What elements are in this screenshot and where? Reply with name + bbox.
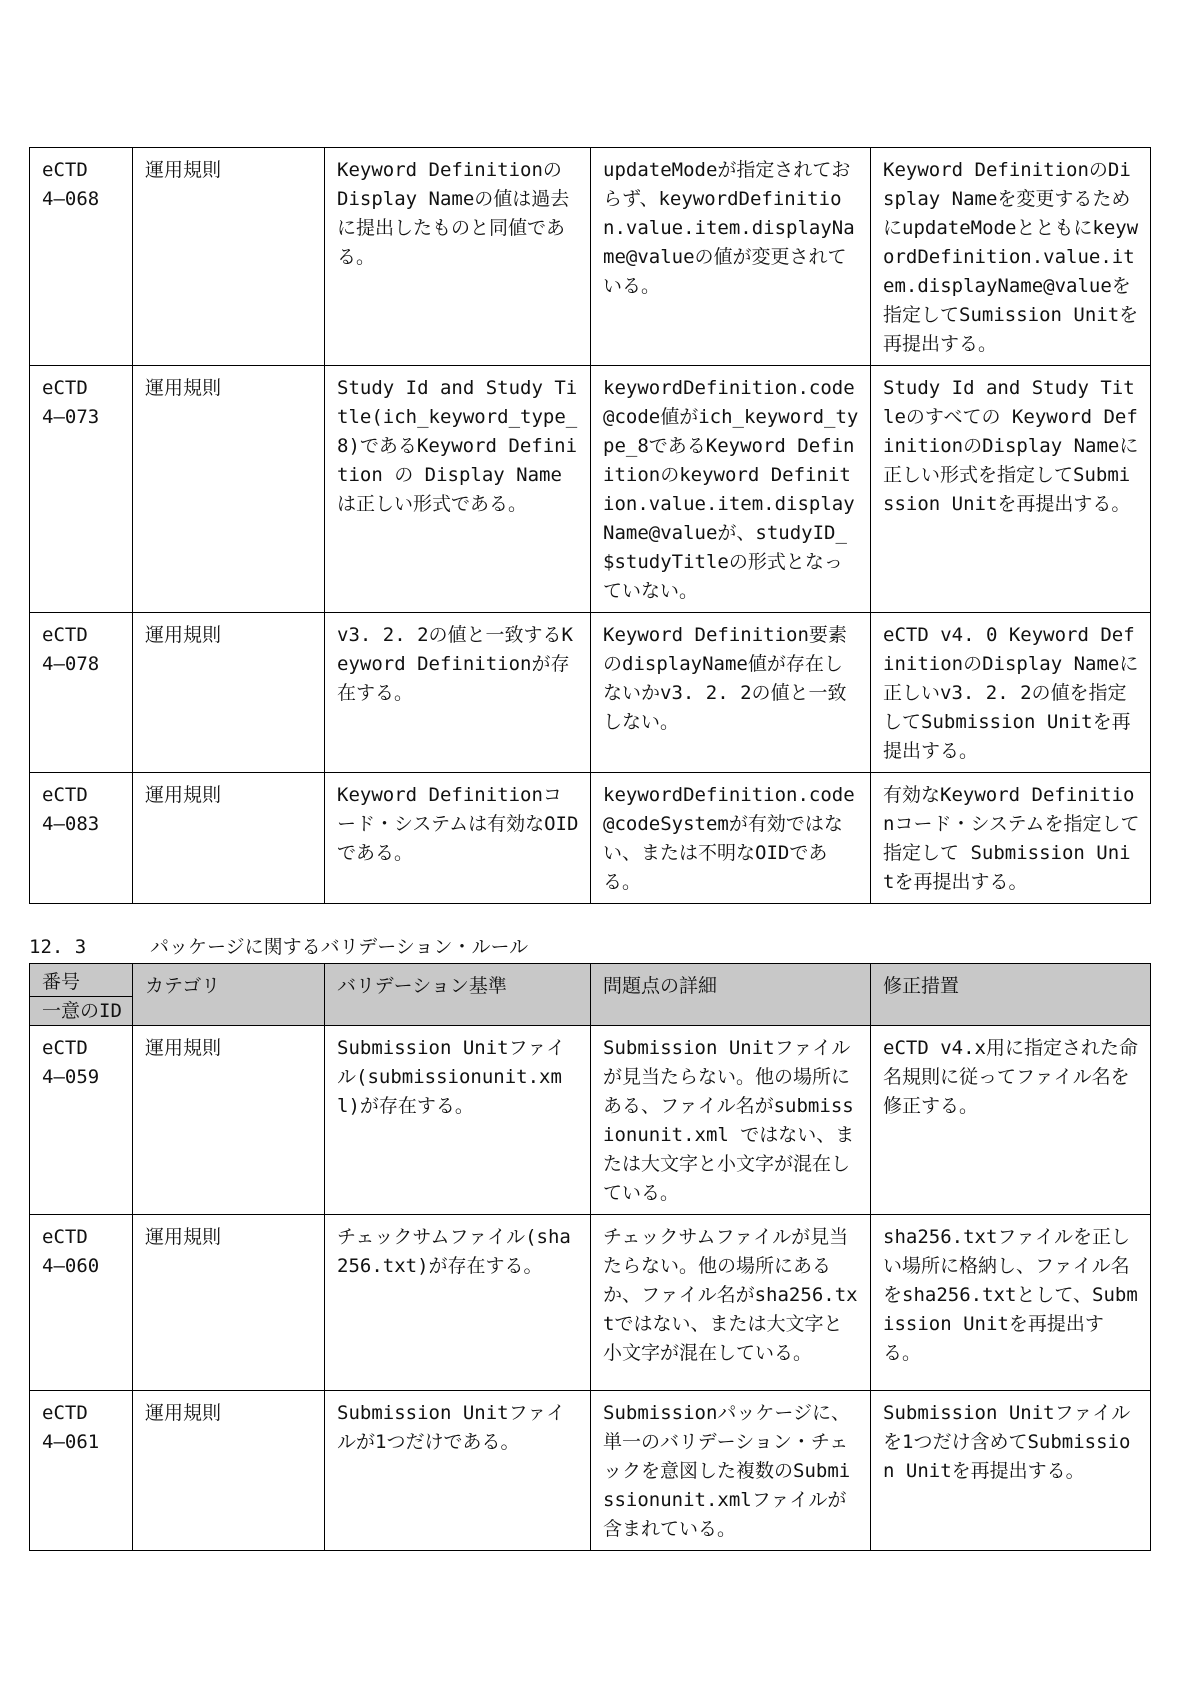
criterion-cell: v3. 2. 2の値と一致するKeyword Definitionが存在する。 — [325, 613, 591, 773]
fix-cell: eCTD v4.x用に指定された命名規則に従ってファイル名を修正する。 — [871, 1026, 1151, 1215]
category-cell: 運用規則 — [133, 613, 325, 773]
detail-cell: Submission Unitファイルが見当たらない。他の場所にある、ファイル名がsubmissionunit.xml ではない、または大文字と小文字が混在している。 — [591, 1026, 871, 1215]
criterion-cell: Submission Unitファイルが1つだけである。 — [325, 1391, 591, 1551]
rule-id-number: 4—068 — [42, 188, 100, 210]
rule-id-cell — [30, 773, 133, 904]
fix-cell: Study Id and Study Titleのすべての Keyword DefinitionのDisplay Nameに正しい形式を指定してSubmission Unitを再提出する。 — [871, 366, 1151, 613]
rule-id-prefix: eCTD — [42, 624, 88, 646]
detail-cell: keywordDefinition.code@code値がich_keyword_type_8であるKeyword Definitionのkeyword Definition.value.item.displayName@valueが、studyID_$studyTitleの形式となっていない。 — [591, 366, 871, 613]
rule-id-number: 4—083 — [42, 813, 100, 835]
criterion-cell: Submission Unitファイル(submissionunit.xml)が存在する。 — [325, 1026, 591, 1215]
table-row — [30, 1391, 1151, 1551]
table-row — [30, 366, 1151, 613]
rule-id-prefix: eCTD — [42, 1226, 88, 1248]
detail-cell: updateModeが指定されておらず、keywordDefinition.value.item.displayName@valueの値が変更されている。 — [591, 148, 871, 366]
fix-header: 修正措置 — [871, 964, 1151, 1026]
fix-cell: sha256.txtファイルを正しい場所に格納し、ファイル名をsha256.txtとして、Submission Unitを再提出する。 — [871, 1215, 1151, 1391]
criterion-cell: チェックサムファイル(sha256.txt)が存在する。 — [325, 1215, 591, 1391]
table-row — [30, 1026, 1151, 1215]
category-cell: 運用規則 — [133, 1391, 325, 1551]
category-cell: 運用規則 — [133, 366, 325, 613]
rule-id-cell — [30, 366, 133, 613]
validation-table-keywords — [29, 147, 1151, 904]
rule-id-prefix: eCTD — [42, 1402, 88, 1424]
section-heading — [29, 933, 528, 961]
category-cell: 運用規則 — [133, 148, 325, 366]
detail-cell: Keyword Definition要素のdisplayName値が存在しないかv3. 2. 2の値と一致しない。 — [591, 613, 871, 773]
table-header-row — [30, 964, 1151, 1026]
rule-id-number: 4—073 — [42, 406, 100, 428]
rule-id-prefix: eCTD — [42, 1037, 88, 1059]
table-row — [30, 613, 1151, 773]
rule-id-prefix: eCTD — [42, 377, 88, 399]
rule-id-cell — [30, 1215, 133, 1391]
fix-cell: Submission Unitファイルを1つだけ含めてSubmission Unitを再提出する。 — [871, 1391, 1151, 1551]
id-header-cell — [30, 964, 133, 1026]
criterion-header: バリデーション基準 — [325, 964, 591, 1026]
rule-id-number: 4—061 — [42, 1431, 100, 1453]
category-cell: 運用規則 — [133, 1026, 325, 1215]
rule-id-cell — [30, 1026, 133, 1215]
validation-table-package — [29, 963, 1151, 1551]
section-title: パッケージに関するバリデーション・ルール — [150, 936, 529, 958]
criterion-cell: Keyword Definitionの Display Nameの値は過去に提出したものと同値である。 — [325, 148, 591, 366]
section-number: 12. 3 — [29, 936, 87, 958]
detail-cell: Submissionパッケージに、単一のバリデーション・チェックを意図した複数のSubmissionunit.xmlファイルが含まれている。 — [591, 1391, 871, 1551]
table-row — [30, 1215, 1151, 1391]
criterion-cell: Keyword Definitionコード・システムは有効なOIDである。 — [325, 773, 591, 904]
rule-id-cell — [30, 1391, 133, 1551]
table-row — [30, 148, 1151, 366]
category-header: カテゴリ — [133, 964, 325, 1026]
detail-header: 問題点の詳細 — [591, 964, 871, 1026]
category-cell: 運用規則 — [133, 773, 325, 904]
rule-id-cell — [30, 148, 133, 366]
fix-cell: eCTD v4. 0 Keyword DefinitionのDisplay Nameに正しいv3. 2. 2の値を指定してSubmission Unitを再提出する。 — [871, 613, 1151, 773]
id-header-unique: 一意のID — [42, 1000, 122, 1022]
table-row — [30, 773, 1151, 904]
id-header-number: 番号 — [30, 964, 132, 997]
criterion-cell: Study Id and Study Title(ich_keyword_type_8)であるKeyword Definition の Display Nameは正しい形式である。 — [325, 366, 591, 613]
detail-cell: keywordDefinition.code@codeSystemが有効ではない、または不明なOIDである。 — [591, 773, 871, 904]
rule-id-cell — [30, 613, 133, 773]
detail-cell: チェックサムファイルが見当たらない。他の場所にあるか、ファイル名がsha256.txtではない、または大文字と小文字が混在している。 — [591, 1215, 871, 1391]
rule-id-prefix: eCTD — [42, 159, 88, 181]
rule-id-number: 4—060 — [42, 1255, 100, 1277]
fix-cell: Keyword DefinitionのDisplay Nameを変更するためにupdateModeとともにkeywordDefinition.value.item.displayName@valueを指定してSumission Unitを再提出する。 — [871, 148, 1151, 366]
rule-id-number: 4—078 — [42, 653, 100, 675]
fix-cell: 有効なKeyword Definitionコード・システムを指定して指定して Submission Unitを再提出する。 — [871, 773, 1151, 904]
rule-id-number: 4—059 — [42, 1066, 100, 1088]
rule-id-prefix: eCTD — [42, 784, 88, 806]
category-cell: 運用規則 — [133, 1215, 325, 1391]
